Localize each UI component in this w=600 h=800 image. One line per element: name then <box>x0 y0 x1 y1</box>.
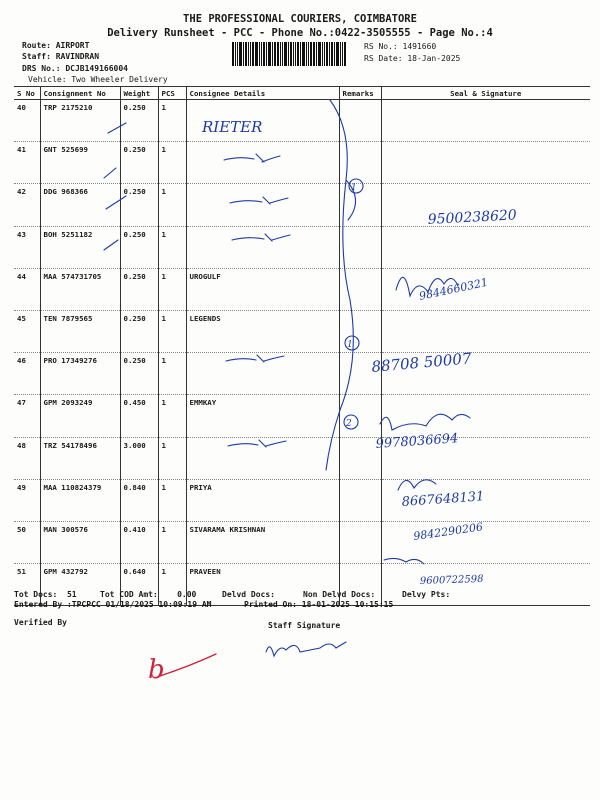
cell-sno: 43 <box>14 226 40 268</box>
runsheet-table <box>14 86 590 606</box>
handwritten-phone: 8667648131 <box>401 489 485 510</box>
cell-consignment-no: MAN 300576 <box>40 521 120 563</box>
barcode <box>232 42 354 66</box>
cell-seal-signature <box>381 268 590 310</box>
cell-consignee <box>186 437 339 479</box>
cell-consignment-no: TRZ 54178496 <box>40 437 120 479</box>
cell-seal-signature <box>381 100 590 142</box>
cell-seal-signature <box>381 521 590 563</box>
staff-signature-scribble <box>266 642 346 656</box>
cell-seal-signature <box>381 479 590 521</box>
rs-number: RS No.: 1491660 <box>364 42 437 51</box>
cell-sno: 47 <box>14 395 40 437</box>
staff-signature-label: Staff Signature <box>268 621 341 630</box>
cell-pcs: 1 <box>158 479 186 521</box>
cell-remarks <box>339 437 381 479</box>
cell-consignment-no: GNT 525699 <box>40 142 120 184</box>
cell-consignee: PRIYA <box>186 479 339 521</box>
cell-weight: 0.250 <box>120 353 158 395</box>
table-row <box>14 479 590 521</box>
handwritten-phone: 88708 50007 <box>370 349 473 376</box>
cell-pcs: 1 <box>158 437 186 479</box>
cell-seal-signature <box>381 226 590 268</box>
cell-sno: 41 <box>14 142 40 184</box>
table-row <box>14 310 590 352</box>
cell-remarks <box>339 521 381 563</box>
circle-number: 2 <box>346 419 352 429</box>
cell-sno: 45 <box>14 310 40 352</box>
cell-sno: 51 <box>14 564 40 606</box>
cell-weight: 0.250 <box>120 226 158 268</box>
cell-weight: 3.000 <box>120 437 158 479</box>
col-consignee: Consignee Details <box>186 87 339 100</box>
entered-by: Entered By :TPCPCC 01/18/2025 10:09:19 AM <box>14 600 212 609</box>
verified-by: Verified By <box>14 618 67 627</box>
vehicle-label: Vehicle: Two Wheeler Delivery <box>28 75 168 84</box>
table-row <box>14 142 590 184</box>
cell-pcs: 1 <box>158 310 186 352</box>
table-row <box>14 100 590 142</box>
cell-seal-signature <box>381 395 590 437</box>
cell-consignee <box>186 142 339 184</box>
table-row <box>14 184 590 226</box>
circle-number: 1 <box>351 183 357 193</box>
cell-consignee: LEGENDS <box>186 310 339 352</box>
cell-remarks <box>339 310 381 352</box>
cell-consignee <box>186 184 339 226</box>
col-consignment: Consignment No <box>40 87 120 100</box>
cell-weight: 0.250 <box>120 310 158 352</box>
delivery-points: Delvy Pts: <box>402 590 451 599</box>
cell-pcs: 1 <box>158 184 186 226</box>
cell-consignee: UROGULF <box>186 268 339 310</box>
cell-consignment-no: DDG 968366 <box>40 184 120 226</box>
cell-weight: 0.840 <box>120 479 158 521</box>
total-docs: Tot Docs: 51 <box>14 590 77 599</box>
cell-weight: 0.250 <box>120 184 158 226</box>
col-sno: S No <box>14 87 40 100</box>
table-row <box>14 437 590 479</box>
cell-seal-signature <box>381 564 590 606</box>
printed-on: Printed On: 18-01-2025 10:15:15 <box>244 600 394 609</box>
cell-sno: 44 <box>14 268 40 310</box>
cell-pcs: 1 <box>158 521 186 563</box>
circle-number: 1 <box>347 340 353 350</box>
company-name: THE PROFESSIONAL COURIERS, COIMBATORE <box>183 13 417 25</box>
cell-consignment-no: TEN 7879565 <box>40 310 120 352</box>
rs-date: RS Date: 18-Jan-2025 <box>364 54 461 63</box>
cell-remarks <box>339 100 381 142</box>
cell-consignment-no: BOH 5251182 <box>40 226 120 268</box>
table-row <box>14 226 590 268</box>
cell-pcs: 1 <box>158 100 186 142</box>
cell-pcs: 1 <box>158 226 186 268</box>
handwritten-phone: 9844660321 <box>417 275 490 303</box>
col-pcs: PCS <box>158 87 186 100</box>
cell-weight: 0.410 <box>120 521 158 563</box>
table-row <box>14 395 590 437</box>
cell-consignment-no: PRO 17349276 <box>40 353 120 395</box>
cell-pcs: 1 <box>158 564 186 606</box>
handwritten-phone: 9978036694 <box>375 431 459 452</box>
cell-consignee <box>186 226 339 268</box>
runsheet-title: Delivery Runsheet - PCC - Phone No.:0422-3505555 - Page No.:4 <box>107 27 493 39</box>
staff-label: Staff: RAVINDRAN <box>22 52 100 61</box>
cell-sno: 42 <box>14 184 40 226</box>
non-delivered-docs: Non Delvd Docs: <box>303 590 376 599</box>
cell-remarks <box>339 226 381 268</box>
cell-consignment-no: TRP 2175210 <box>40 100 120 142</box>
cell-pcs: 1 <box>158 142 186 184</box>
cell-consignment-no: MAA 574731705 <box>40 268 120 310</box>
handwritten-phone: 9600722598 <box>419 573 484 587</box>
cell-sno: 50 <box>14 521 40 563</box>
table-row <box>14 268 590 310</box>
red-ink-mark: b <box>148 655 165 685</box>
route-label: Route: AIRPORT <box>22 41 90 50</box>
total-cod-amount: Tot COD Amt: 0.00 <box>100 590 197 599</box>
drs-number: DRS No.: DCJB149166004 <box>22 64 128 73</box>
cell-pcs: 1 <box>158 268 186 310</box>
cell-sno: 48 <box>14 437 40 479</box>
cell-seal-signature <box>381 353 590 395</box>
cell-seal-signature <box>381 310 590 352</box>
cell-remarks <box>339 479 381 521</box>
table-header-row <box>14 87 590 100</box>
cell-consignment-no: GPM 2093249 <box>40 395 120 437</box>
col-weight: Weight <box>120 87 158 100</box>
cell-consignee: PRAVEEN <box>186 564 339 606</box>
cell-sno: 49 <box>14 479 40 521</box>
cell-weight: 0.250 <box>120 268 158 310</box>
cell-remarks <box>339 184 381 226</box>
handwritten-phone: 9842290206 <box>412 520 484 543</box>
cell-sno: 40 <box>14 100 40 142</box>
delivered-docs: Delvd Docs: <box>222 590 275 599</box>
col-seal-signature: Seal & Signature <box>381 87 590 100</box>
col-remarks: Remarks <box>339 87 381 100</box>
cell-pcs: 1 <box>158 395 186 437</box>
red-ink-stroke <box>160 654 216 676</box>
cell-weight: 0.250 <box>120 142 158 184</box>
cell-consignee: EMMKAY <box>186 395 339 437</box>
handwritten-name: RIETER <box>202 118 263 136</box>
cell-seal-signature <box>381 184 590 226</box>
cell-weight: 0.640 <box>120 564 158 606</box>
cell-pcs: 1 <box>158 353 186 395</box>
cell-consignment-no: GPM 432792 <box>40 564 120 606</box>
cell-remarks <box>339 353 381 395</box>
cell-consignee <box>186 100 339 142</box>
cell-seal-signature <box>381 142 590 184</box>
cell-consignee: SIVARAMA KRISHNAN <box>186 521 339 563</box>
cell-sno: 46 <box>14 353 40 395</box>
cell-weight: 0.250 <box>120 100 158 142</box>
cell-remarks <box>339 395 381 437</box>
cell-remarks <box>339 142 381 184</box>
cell-consignment-no: MAA 110824379 <box>40 479 120 521</box>
handwritten-phone: 9500238620 <box>427 207 518 228</box>
cell-seal-signature <box>381 437 590 479</box>
table-row <box>14 521 590 563</box>
table-row <box>14 353 590 395</box>
cell-consignee <box>186 353 339 395</box>
cell-remarks <box>339 268 381 310</box>
cell-weight: 0.450 <box>120 395 158 437</box>
